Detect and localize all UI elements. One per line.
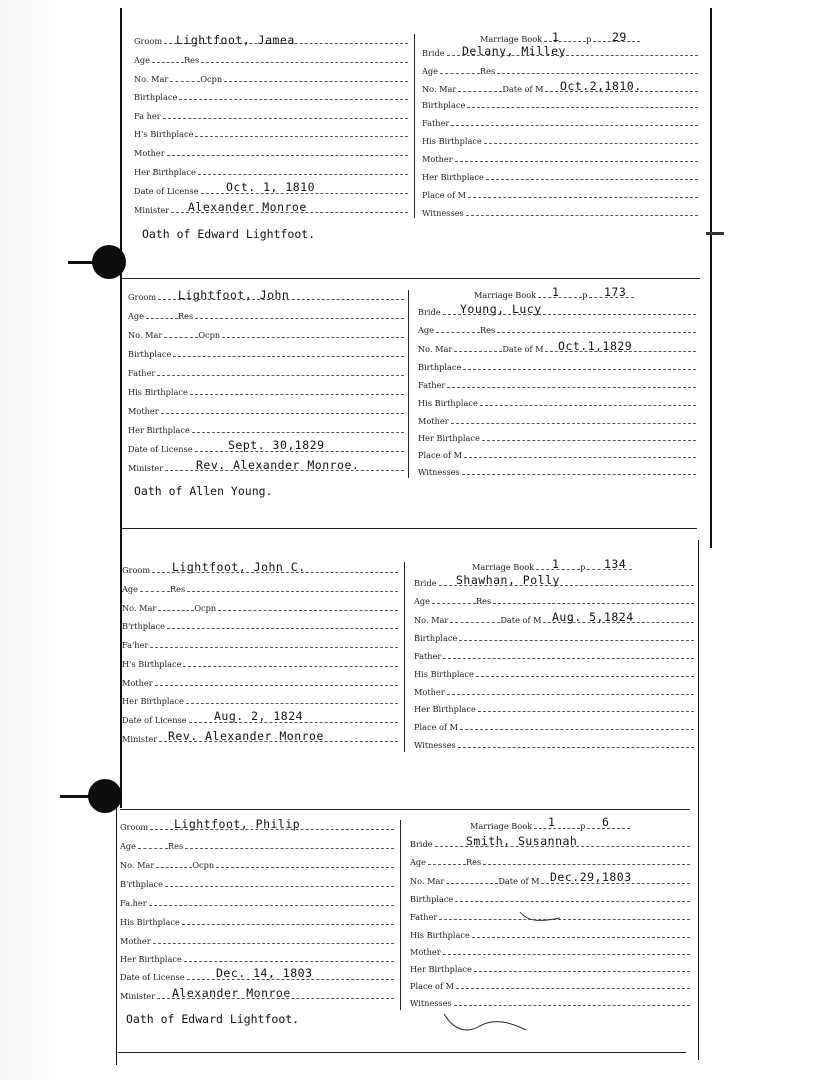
father-field: Fa her <box>134 111 408 121</box>
marriage-book-field: Marriage Book p <box>474 290 634 300</box>
witnesses-field: Witnesses <box>414 740 694 750</box>
pen-scribble <box>518 908 562 924</box>
bride-his-birthplace-field: His Birthplace <box>410 930 690 940</box>
card-separator <box>118 1052 686 1053</box>
bride-field: Bride <box>410 839 690 849</box>
book-number: 1 <box>548 815 556 829</box>
no-mar-ocpn-field: No. Mar Ocpn <box>122 603 398 613</box>
bride-no-mar-field: No. Mar Date of M <box>418 344 696 354</box>
marriage-book-field: Marriage Book p <box>472 562 632 572</box>
father-field: Fa'her <box>122 640 398 650</box>
left-frame-line <box>120 8 122 808</box>
marriage-book-field: Marriage Book p <box>480 34 640 44</box>
bride-no-mar-field: No. Mar Date of M <box>422 84 698 94</box>
groom-name: Lightfoot, John C. <box>172 560 306 574</box>
witnesses-field: Witnesses <box>410 998 690 1008</box>
his-birthplace-field: His Birthplace <box>120 917 394 927</box>
bride-name: Smith, Susannah <box>466 834 578 848</box>
date-of-license-value: Aug. 2, 1824 <box>214 709 304 723</box>
birthplace-field: Birthplace <box>134 92 408 102</box>
card-column-divider <box>408 290 409 478</box>
mother-field: Mother <box>120 936 394 946</box>
father-field: Fa.her <box>120 898 394 908</box>
bride-her-birthplace-field: Her Birthplace <box>418 433 696 443</box>
bride-mother-field: Mother <box>414 687 694 697</box>
stray-mark <box>706 232 724 235</box>
bride-her-birthplace-field: Her Birthplace <box>410 964 690 974</box>
oath-note: Oath of Edward Lightfoot. <box>142 227 316 241</box>
witnesses-field: Witnesses <box>422 208 698 218</box>
groom-name: Lightfoot, Philip <box>174 817 301 831</box>
date-of-license-value: Sept. 30,1829 <box>228 438 325 452</box>
bride-age-res-field: Age Res <box>410 857 690 867</box>
bride-name: Young, Lucy <box>460 302 542 316</box>
marriage-book-field: Marriage Book p <box>470 821 630 831</box>
bride-father-field: Father <box>418 380 696 390</box>
card-column-divider <box>404 562 405 752</box>
birthplace-field: Birthplace <box>128 349 404 359</box>
right-frame-line-lower <box>698 540 699 1060</box>
no-mar-ocpn-field: No. Mar Ocpn <box>120 860 394 870</box>
mother-field: Mother <box>122 678 398 688</box>
bride-father-field: Father <box>422 118 698 128</box>
binder-hole <box>88 779 122 813</box>
bride-his-birthplace-field: His Birthplace <box>414 669 694 679</box>
groom-field: Groom <box>122 565 398 575</box>
her-birthplace-field: Her Birthplace <box>120 954 394 964</box>
date-of-marriage-value: Oct.1,1829 <box>558 339 633 353</box>
bride-mother-field: Mother <box>418 416 696 426</box>
date-of-marriage-value: Aug. 5,1824 <box>552 610 634 624</box>
birthplace-field: B'rthplace <box>122 621 398 631</box>
card-column-divider <box>400 820 401 1010</box>
minister-field: Minister <box>134 205 408 215</box>
book-number: 1 <box>552 30 560 44</box>
bride-no-mar-field: No. Mar Date of M <box>410 876 690 886</box>
oath-note: Oath of Edward Lightfoot. <box>126 1012 300 1026</box>
her-birthplace-field: Her Birthplace <box>134 167 408 177</box>
bride-birthplace-field: Birthplace <box>410 894 690 904</box>
bride-field: Bride <box>414 578 694 588</box>
groom-field: Groom <box>134 36 408 46</box>
groom-field: Groom <box>128 292 404 302</box>
binder-hole <box>92 245 126 279</box>
date-of-license-value: Dec. 14, 1803 <box>216 966 313 980</box>
minister-field: Minister <box>122 734 398 744</box>
his-birthplace-field: His Birthplace <box>128 387 404 397</box>
place-of-m-field: Place of M <box>422 190 698 200</box>
pen-scribble <box>440 1008 530 1038</box>
groom-name: Lightfoot, Jamea <box>176 33 295 47</box>
bride-birthplace-field: Birthplace <box>422 100 698 110</box>
bride-father-field: Father <box>410 912 690 922</box>
mother-field: Mother <box>128 406 404 416</box>
date-of-marriage-value: Oct.2,1810. <box>560 79 642 93</box>
book-number: 1 <box>552 285 560 299</box>
card-column-divider <box>414 34 415 218</box>
bride-his-birthplace-field: His Birthplace <box>422 136 698 146</box>
card-separator <box>120 809 690 810</box>
her-birthplace-field: Her Birthplace <box>122 696 398 706</box>
bride-her-birthplace-field: Her Birthplace <box>422 172 698 182</box>
place-of-m-field: Place of M <box>410 981 690 991</box>
age-res-field: Age Res <box>120 841 394 851</box>
no-mar-ocpn-field: No. Mar Ocpn <box>128 330 404 340</box>
age-res-field: Age Res <box>128 311 404 321</box>
minister-value: Alexander Monroe <box>172 986 291 1000</box>
left-frame-line-lower <box>116 800 117 1065</box>
page-number: 6 <box>602 815 610 829</box>
bride-mother-field: Mother <box>410 947 690 957</box>
bride-birthplace-field: Birthplace <box>418 362 696 372</box>
right-frame-line <box>710 8 712 548</box>
bride-age-res-field: Age Res <box>422 66 698 76</box>
minister-value: Alexander Monroe <box>188 200 307 214</box>
minister-field: Minister <box>120 991 394 1001</box>
bride-age-res-field: Age Res <box>418 325 696 335</box>
bride-father-field: Father <box>414 651 694 661</box>
bride-field: Bride <box>418 307 696 317</box>
place-of-m-field: Place of M <box>414 722 694 732</box>
groom-field: Groom <box>120 822 394 832</box>
groom-name: Lightfoot, John <box>178 288 290 302</box>
card-separator <box>122 278 700 279</box>
date-of-license-field: Date of License <box>122 715 398 725</box>
his-birthplace-field: H's Birthplace <box>122 659 398 669</box>
book-number: 1 <box>552 557 560 571</box>
his-birthplace-field: H's Birthplace <box>134 129 408 139</box>
minister-value: Rev. Alexander Monroe <box>168 729 324 743</box>
bride-no-mar-field: No. Mar Date of M <box>414 615 694 625</box>
mother-field: Mother <box>134 148 408 158</box>
page-number: 134 <box>604 557 627 571</box>
birthplace-field: B'rthplace <box>120 879 394 889</box>
bride-her-birthplace-field: Her Birthplace <box>414 704 694 714</box>
date-of-license-field: Date of License <box>134 186 408 196</box>
bride-field: Bride <box>422 48 698 58</box>
bride-age-res-field: Age Res <box>414 596 694 606</box>
minister-value: Rev. Alexander Monroe. <box>196 458 360 472</box>
bride-mother-field: Mother <box>422 154 698 164</box>
her-birthplace-field: Her Birthplace <box>128 425 404 435</box>
page-number: 29 <box>612 30 627 44</box>
bride-name: Delany, Milley <box>462 44 566 58</box>
place-of-m-field: Place of M <box>418 450 696 460</box>
bride-birthplace-field: Birthplace <box>414 633 694 643</box>
bride-name: Shawhan, Polly <box>456 573 560 587</box>
page-edge <box>0 0 62 1080</box>
age-res-field: Age Res <box>134 55 408 65</box>
date-of-license-value: Oct. 1, 1810 <box>226 180 316 194</box>
date-of-license-field: Date of License <box>128 444 404 454</box>
date-of-marriage-value: Dec.29,1803 <box>550 870 632 884</box>
date-of-license-field: Date of License <box>120 972 394 982</box>
oath-note: Oath of Allen Young. <box>134 484 273 498</box>
witnesses-field: Witnesses <box>418 467 696 477</box>
minister-field: Minister <box>128 463 404 473</box>
no-mar-ocpn-field: No. Mar Ocpn <box>134 74 408 84</box>
father-field: Father <box>128 368 404 378</box>
page-number: 173 <box>604 285 627 299</box>
bride-his-birthplace-field: His Birthplace <box>418 398 696 408</box>
card-separator <box>122 528 697 529</box>
age-res-field: Age Res <box>122 584 398 594</box>
